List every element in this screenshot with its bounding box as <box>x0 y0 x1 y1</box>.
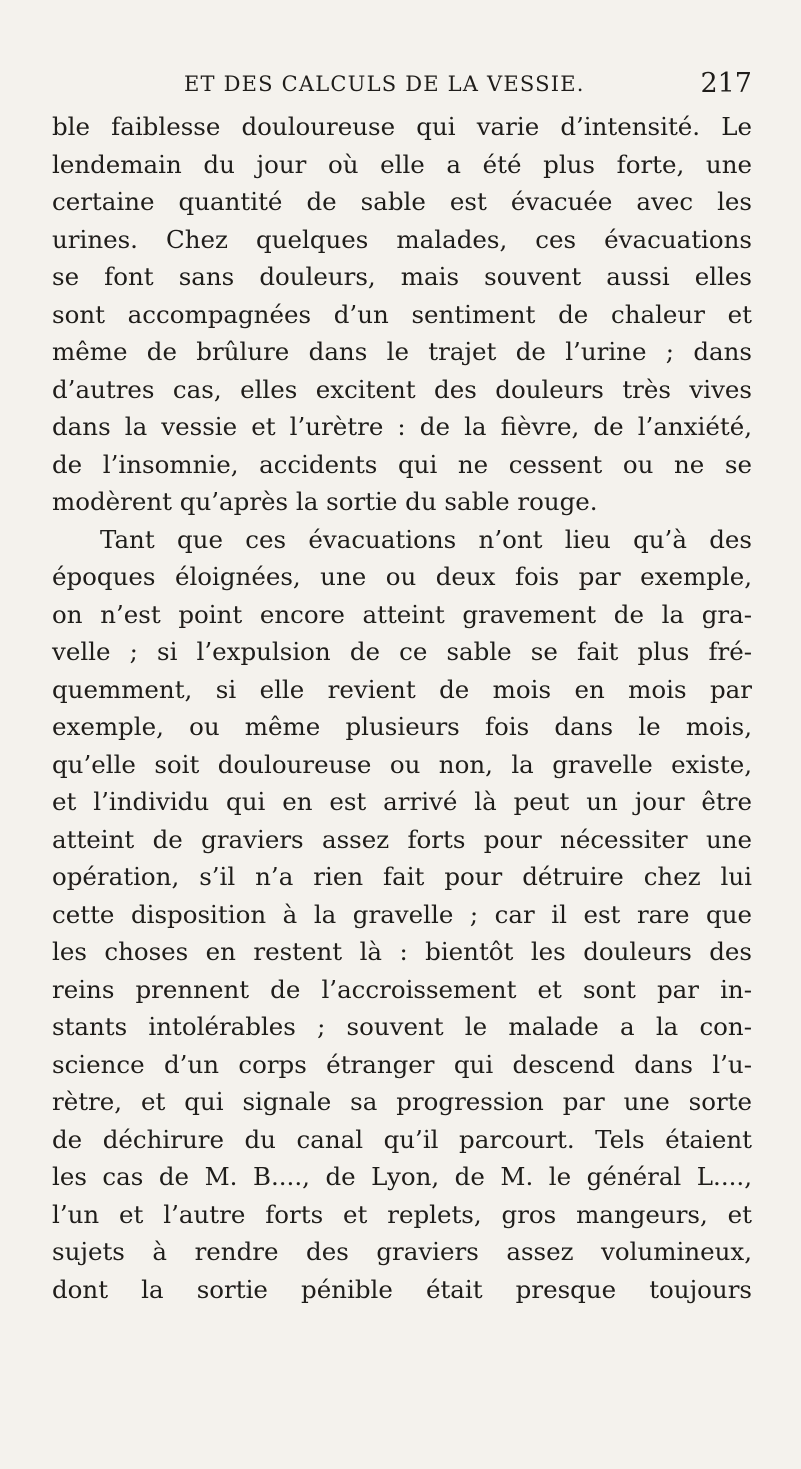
running-title: ET DES CALCULS DE LA VESSIE. <box>184 72 585 96</box>
text-line: époques éloignées, une ou deux fois par exemple, <box>52 562 752 591</box>
text-line: les cas de M. B...., de Lyon, de M. le général L...., <box>52 1162 752 1191</box>
text-line: exemple, ou même plusieurs fois dans le mois, <box>52 712 752 741</box>
text-line: opération, s’il n’a rien fait pour détruire chez lui <box>52 862 752 891</box>
paragraph-end-line: modèrent qu’après la sortie du sable rouge. <box>52 487 598 516</box>
text-line: se font sans douleurs, mais souvent aussi elles <box>52 262 752 291</box>
text-line: les choses en restent là : bientôt les douleurs des <box>52 937 752 966</box>
text-line: certaine quantité de sable est évacuée avec les <box>52 187 752 216</box>
text-line: atteint de graviers assez forts pour nécessiter une <box>52 824 752 854</box>
text-line: de l’insomnie, accidents qui ne cessent ou ne se <box>52 449 752 479</box>
text-line: dans la vessie et l’urètre : de la fièvre, de l’anxiété, <box>52 412 752 441</box>
text-line: lendemain du jour où elle a été plus forte, une <box>52 149 752 179</box>
text-line: quemment, si elle revient de mois en mois par <box>52 674 752 704</box>
text-line: qu’elle soit douloureuse ou non, la gravelle existe, <box>52 749 752 779</box>
text-line: sujets à rendre des graviers assez volumineux, <box>52 1237 752 1266</box>
running-head <box>52 68 752 102</box>
text-line: science d’un corps étranger qui descend dans l’u- <box>52 1049 752 1079</box>
text-line: stants intolérables ; souvent le malade a la con- <box>52 1012 752 1041</box>
text-line: reins prennent de l’accroissement et sont par in- <box>52 974 752 1004</box>
text-line: dont la sortie pénible était presque toujours <box>52 1274 752 1304</box>
text-line: l’un et l’autre forts et replets, gros mangeurs, et <box>52 1199 752 1229</box>
text-line: cette disposition à la gravelle ; car il est rare que <box>52 899 752 929</box>
text-line: même de brûlure dans le trajet de l’urine ; dans <box>52 337 752 366</box>
text-line: on n’est point encore atteint gravement de la gra- <box>52 599 752 629</box>
text-line: ble faiblesse douloureuse qui varie d’intensité. Le <box>52 112 752 141</box>
text-line: rètre, et qui signale sa progression par une sorte <box>52 1087 752 1116</box>
text-line: sont accompagnées d’un sentiment de chaleur et <box>52 299 752 329</box>
body-text <box>52 108 752 1308</box>
paragraph-start-line: Tant que ces évacuations n’ont lieu qu’à des <box>100 524 752 554</box>
page-number: 217 <box>700 68 752 99</box>
text-line: urines. Chez quelques malades, ces évacuations <box>52 224 752 254</box>
text-line: velle ; si l’expulsion de ce sable se fait plus fré- <box>52 637 752 666</box>
text-line: et l’individu qui en est arrivé là peut un jour être <box>52 787 752 816</box>
text-line: de déchirure du canal qu’il parcourt. Tels étaient <box>52 1124 752 1154</box>
text-line: d’autres cas, elles excitent des douleurs très vives <box>52 374 752 404</box>
